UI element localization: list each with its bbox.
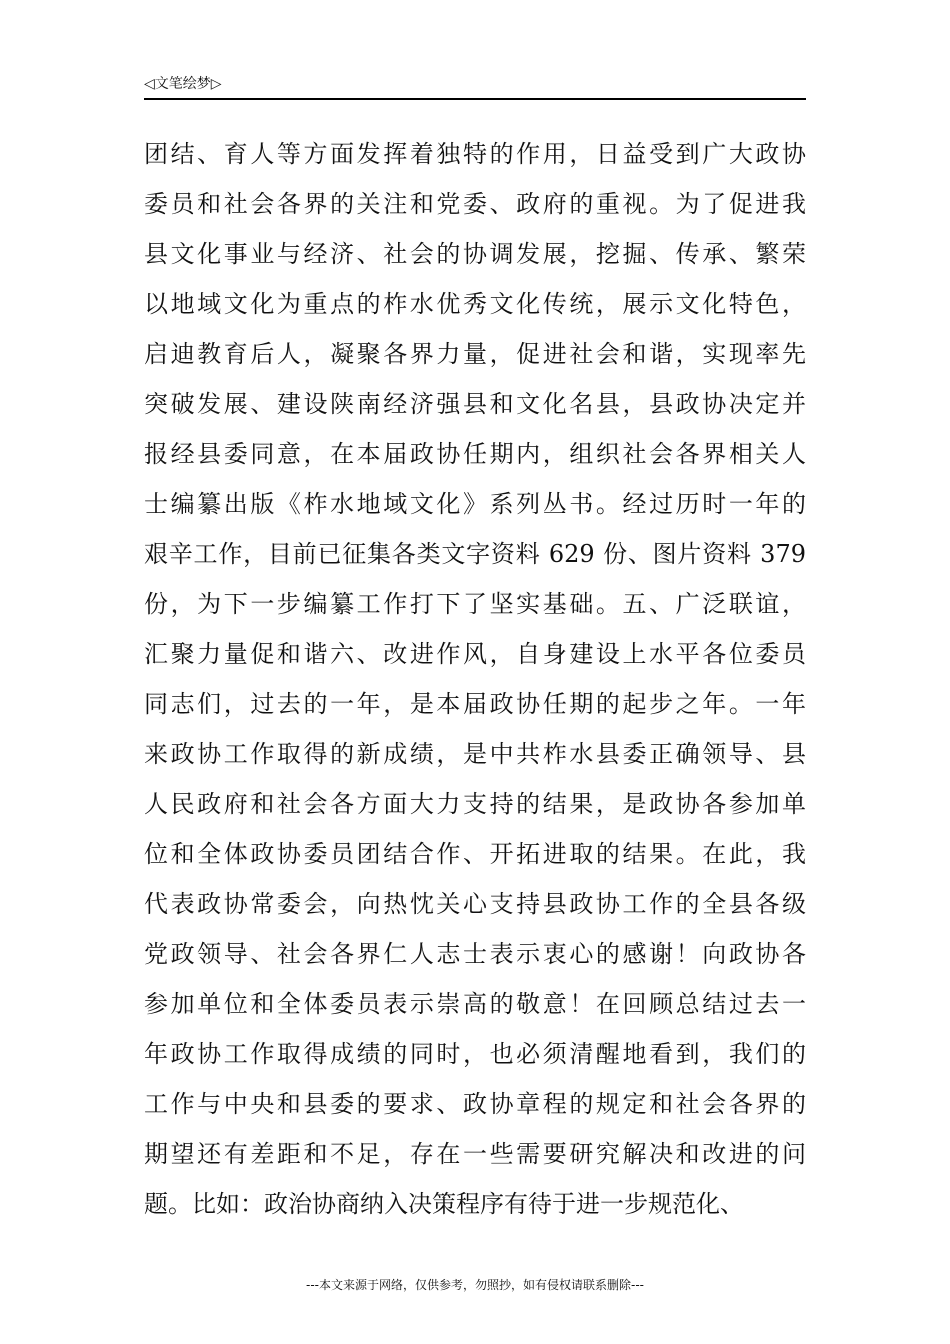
- body-line: 份，为下一步编纂工作打下了坚实基础。五、广泛联谊，: [144, 590, 806, 618]
- body-line: 题。比如：政治协商纳入决策程序有待于进一步规范化、: [144, 1190, 744, 1218]
- body-line: 启迪教育后人，凝聚各界力量，促进社会和谐，实现率先: [144, 340, 806, 368]
- body-line: 突破发展、建设陕南经济强县和文化名县，县政协决定并: [144, 390, 806, 418]
- body-line: 党政领导、社会各界仁人志士表示衷心的感谢！向政协各: [144, 940, 806, 968]
- body-line: 团结、育人等方面发挥着独特的作用，日益受到广大政协: [144, 140, 806, 168]
- body-line: 委员和社会各界的关注和党委、政府的重视。为了促进我: [144, 190, 806, 218]
- body-line: 汇聚力量促和谐六、改进作风，自身建设上水平各位委员: [144, 640, 806, 668]
- page-footer: ---本文来源于网络，仅供参考，勿照抄，如有侵权请联系删除---: [306, 1278, 644, 1292]
- body-line: 报经县委同意，在本届政协任期内，组织社会各界相关人: [144, 440, 806, 468]
- body-line: 县文化事业与经济、社会的协调发展，挖掘、传承、繁荣: [144, 240, 806, 268]
- body-line: 工作与中央和县委的要求、政协章程的规定和社会各界的: [144, 1090, 806, 1118]
- body-line: 来政协工作取得的新成绩，是中共柞水县委正确领导、县: [144, 740, 806, 768]
- body-line: 期望还有差距和不足，存在一些需要研究解决和改进的问: [144, 1140, 806, 1168]
- body-line: 年政协工作取得成绩的同时，也必须清醒地看到，我们的: [144, 1040, 806, 1068]
- body-line: 以地域文化为重点的柞水优秀文化传统，展示文化特色，: [144, 290, 806, 318]
- page-header: [144, 72, 806, 100]
- body-line: 同志们，过去的一年，是本届政协任期的起步之年。一年: [144, 690, 806, 718]
- body-line: 参加单位和全体委员表示崇高的敬意！在回顾总结过去一: [144, 990, 806, 1018]
- body-line: 人民政府和社会各方面大力支持的结果，是政协各参加单: [144, 790, 806, 818]
- body-line: 代表政协常委会，向热忱关心支持县政协工作的全县各级: [144, 890, 806, 918]
- body-text: [144, 129, 806, 1229]
- body-line: 位和全体政协委员团结合作、开拓进取的结果。在此，我: [144, 840, 806, 868]
- body-line: 艰辛工作，目前已征集各类文字资料 629 份、图片资料 379: [144, 540, 806, 568]
- header-title: ◁文笔绘梦▷: [144, 76, 222, 92]
- body-line: 士编纂出版《柞水地域文化》系列丛书。经过历时一年的: [144, 490, 806, 518]
